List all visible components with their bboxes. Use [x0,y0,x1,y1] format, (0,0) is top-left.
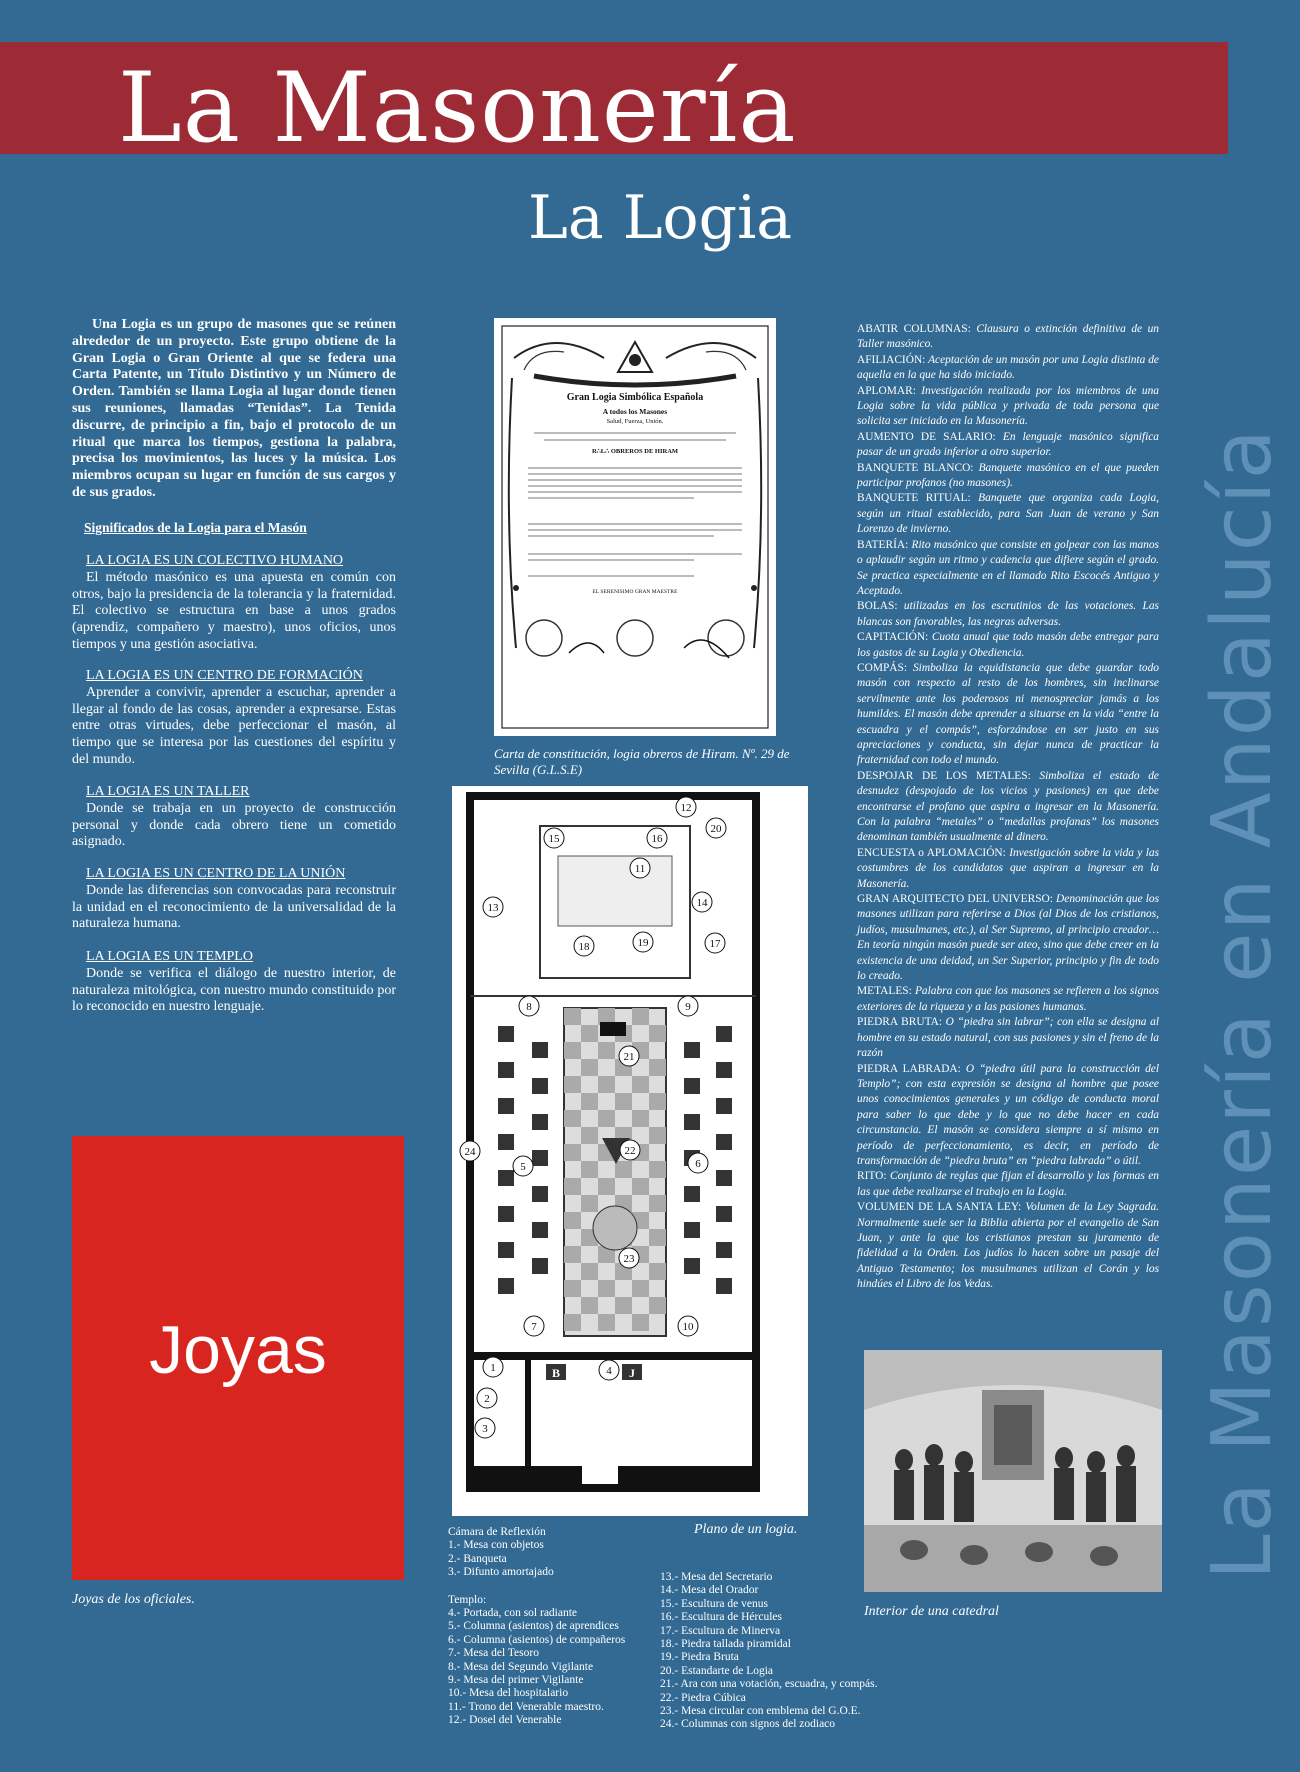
page-title: La Masonería [118,52,797,164]
section-union [72,866,396,933]
glossary-term: BANQUETE BLANCO: [857,461,974,474]
svg-text:19: 19 [637,937,649,949]
charter-illustration [494,318,776,736]
camara-title: Cámara de Reflexión [448,1526,546,1538]
legend-item: 23.- Mesa circular con emblema del G.O.E. [660,1705,861,1718]
glossary-def: Conjunto de reglas que fijan el desarrollo y las formas en las que debe realizarse el trabajo en la Logia. [857,1170,1159,1198]
glossary-def: Volumen de la Ley Sagrada. Normalmente suele ser la Biblia abierta por el evangelio de San Juan, y ante la que los cristianos prestan su juramento de fidelidad a la Orden. Los judíos lo hacen sobre un pasaje del Antiguo Testamento; los musulmanes utilizan el Corán y los hindúes el Libro de los Vedas. [857,1201,1159,1291]
svg-text:14: 14 [696,897,708,909]
svg-text:18: 18 [578,941,590,953]
legend-item: 17.- Escultura de Minerva [660,1624,781,1637]
glossary-term: AFILIACIÓN: [857,353,926,366]
legend-item: 5.- Columna (asientos) de aprendices [448,1620,619,1633]
glossary-entry [857,769,1159,846]
glossary-entry [857,892,1159,984]
svg-text:13: 13 [487,902,499,914]
glossary-entry [857,1062,1159,1170]
svg-text:17: 17 [709,938,721,950]
glossary-entry [857,630,1159,661]
legend-item: 14.- Mesa del Orador [660,1584,759,1597]
legend-item: 3.- Difunto amortajado [448,1566,554,1579]
glossary-def: Clausura o extinción definitiva de un Taller masónico. [857,323,1159,351]
charter-caption: Carta de constitución, logia obreros de Hiram. Nº. 29 de Sevilla (G.L.S.E) [494,746,790,777]
svg-text:4: 4 [606,1365,612,1377]
legend-item: 8.- Mesa del Segundo Vigilante [448,1660,594,1673]
glossary-def: Simboliza la equidistancia que debe guardar todo masón con respecto al resto de los hombres, sin inclinarse servilmente ante los poderosos ni menospreciar jamás a los humildes. El masón debe aprender a situarse en la vida “entre la escuadra y el compás”, esforzándose en ser justo en sus apreciaciones y conducta, sin dejar nunca de practicar la fraternidad con todo el mundo. [857,661,1160,767]
significados-heading: Significados de la Logia para el Masón [84,520,307,535]
svg-text:20: 20 [710,823,722,835]
glossary-def: Simboliza el estado de desnudez (despojado de los vicios y pasiones) en que debe encontrarse el profano que aspira a ingresar en la Masonería. Con la palabra “metales” o “medallas profanas” los masones denominan también usualmente al dinero. [857,769,1159,844]
glossary-term: BOLAS: [857,600,898,613]
svg-text:1: 1 [490,1362,496,1374]
legend-item: 18.- Piedra tallada piramidal [660,1638,791,1651]
svg-text:5: 5 [520,1161,526,1173]
legend-item: 7.- Mesa del Tesoro [448,1647,539,1660]
svg-text:6: 6 [695,1158,701,1170]
section-colectivo [72,553,396,654]
svg-text:3: 3 [482,1423,488,1435]
charter-salute: A todos los Masones [602,407,668,416]
glossary-def: Banquete masónico en el que pueden participar profanos (no masones). [857,461,1159,490]
section-heading: LA LOGIA ES UN TEMPLO [86,949,253,964]
plan-caption: Plano de un logia. [694,1522,798,1537]
section-templo [72,949,396,1016]
plan-legend-right [660,1571,877,1732]
charter-lodge: R∴L∴ OBREROS DE HIRAM [591,448,679,455]
glossary-entry [857,1169,1159,1200]
legend-item: 12.- Dosel del Venerable [448,1714,562,1727]
plan-legend-left [448,1526,625,1728]
svg-text:12: 12 [680,802,692,814]
section-taller [72,784,396,851]
legend-item: 16.- Escultura de Hércules [660,1611,782,1624]
glossary-term: APLOMAR: [857,384,916,397]
svg-text:21: 21 [623,1051,635,1063]
svg-text:22: 22 [624,1145,636,1157]
glossary-def: En lenguaje masónico significa pasar de un grado inferior a otro superior. [857,430,1160,459]
glossary-def: Cuota anual que todo masón debe entregar para los gastos de su Logia y Obediencia. [857,631,1159,659]
glossary-term: PIEDRA BRUTA: [857,1016,943,1029]
legend-item: 24.- Columnas con signos del zodiaco [660,1718,836,1731]
joyas-label: Joyas [149,1312,327,1388]
cathedral-interior-photo [864,1350,1162,1592]
glossary-term: ENCUESTA o APLOMACIÓN: [857,846,1006,859]
glossary-entry [857,984,1159,1015]
glossary-entry [857,599,1159,630]
svg-text:16: 16 [651,833,663,845]
glossary-term: AUMENTO DE SALARIO: [857,430,996,443]
glossary-term: GRAN ARQUITECTO DEL UNIVERSO: [857,893,1053,906]
glossary-entry [857,491,1159,537]
templo-title: Templo: [448,1593,487,1606]
column-b-label: B [551,1366,561,1380]
legend-item: 22.- Piedra Cúbica [660,1691,746,1704]
section-heading: LA LOGIA ES UN CENTRO DE FORMACIÓN [86,668,363,683]
section-heading: LA LOGIA ES UN COLECTIVO HUMANO [86,553,344,568]
legend-item: 6.- Columna (asientos) de compañeros [448,1633,626,1646]
section-body: Donde se verifica el diálogo de nuestro interior, de naturaleza mitológica, con nuestro mundo constituido por lo reconocido en nuestro lenguaje. [72,965,396,1015]
legend-item: 2.- Banqueta [448,1552,507,1565]
charter-document-image [494,318,776,736]
glossary-term: RITO: [857,1170,887,1183]
glossary-def: Banquete que organiza cada Logia, según un ritual establecido, para San Juan de verano y San Lorenzo de invierno. [857,492,1159,536]
glossary [857,322,1159,1293]
glossary-entry [857,1015,1159,1061]
legend-item: 11.- Trono del Venerable maestro. [448,1700,604,1713]
joyas-caption: Joyas de los oficiales. [72,1592,195,1607]
svg-text:7: 7 [531,1321,537,1333]
glossary-entry [857,322,1159,353]
legend-item: 13.- Mesa del Secretario [660,1571,773,1583]
svg-text:2: 2 [484,1393,490,1405]
glossary-entry [857,846,1159,892]
vertical-title: La Masonería en Andalucía [1195,427,1290,1580]
svg-text:11: 11 [634,863,646,875]
glossary-term: METALES: [857,985,912,998]
glossary-def: utilizadas en los escrutinios de las votaciones. Las blancas son favorables, las negras adversas. [857,600,1159,628]
glossary-def: Aceptación de un masón por una Logia distinta de aquella en la que ha sido iniciado. [857,353,1159,382]
photo-illustration [864,1350,1162,1592]
glossary-def: O “piedra útil para la construcción del Templo”; con esta expresión se designa al hombre que posee unos conocimientos generales y un código de conducta moral para saber lo que debe y lo que no debe hacer en cada circunstancia. El masón se considera siempre a sí mismo en período de perfeccionamiento, es decir, en período de transformación de “piedra bruta” en “piedra labrada” o útil. [857,1062,1159,1167]
glossary-term: BATERÍA: [857,538,909,551]
photo-caption: Interior de una catedral [864,1604,999,1619]
section-heading: LA LOGIA ES UN CENTRO DE LA UNIÓN [86,866,346,881]
section-body: Donde las diferencias son convocadas para reconstruir la unidad en el reconocimiento de la universalidad de la naturaleza humana. [72,882,396,932]
intro-paragraph: Una Logia es un grupo de masones que se reúnen alrededor de un proyecto. Este grupo obtiene de la Gran Logia o Gran Oriente al que se federa una Carta Patente, un Título Distintivo y un Número de Orden. También se llama Logia al lugar donde tienen sus reuniones, llamadas “Tenidas”. La Tenida discurre, de principio a fin, bajo el protocolo de un ritual que marca los tiempos, gestiona la palabra, precisa los movimientos, las luces y la música. Los miembros ocupan su lugar en función de sus cargos y de sus grados. [72,317,396,500]
svg-text:9: 9 [685,1001,691,1013]
glossary-entry [857,384,1159,430]
glossary-entry [857,461,1159,492]
section-body: El método masónico es una apuesta en común con otros, bajo la presidencia de la tolerancia y la fraternidad. El colectivo se estructura en base a unos grados (aprendiz, compañero y maestro), unos oficios, unos tiempos y una gestión asociativa. [72,569,396,652]
legend-item: 15.- Escultura de venus [660,1597,768,1610]
glossary-term: COMPÁS: [857,661,908,674]
glossary-term: VOLUMEN DE LA SANTA LEY: [857,1201,1022,1214]
glossary-term: CAPITACIÓN: [857,631,929,644]
legend-item: 1.- Mesa con objetos [448,1539,544,1552]
section-body: Aprender a convivir, aprender a escuchar, aprender a llegar al fondo de las cosas, aprender a expresarse. Estas entre otras virtudes, debe perfeccionar el masón, al tiempo que se interesa por las cuestiones del espíritu y del mundo. [72,684,396,767]
legend-item: 10.- Mesa del hospitalario [448,1687,569,1700]
glossary-term: PIEDRA LABRADA: [857,1062,961,1075]
svg-text:15: 15 [548,833,560,845]
glossary-entry [857,1200,1159,1292]
glossary-entry [857,538,1159,600]
glossary-def: Denominación que los masones utilizan para referirse a Dios (al Dios de los cristianos, judíos, musulmanes, etc.), al Ser Supremo, al principio creador… En teoría ningún masón puede ser ateo, sino que debe creer en la existencia de una deidad, un Ser Superior, principio y fin de todo lo creado. [857,893,1159,983]
charter-name: Gran Logia Simbólica Española [566,392,704,403]
glossary-def: O “piedra sin labrar”; con ella se designa al hombre en su estado natural, con sus pasiones y sin el freno de la razón [857,1016,1159,1060]
joyas-panel [72,1136,404,1580]
floor-plan-illustration [452,786,808,1516]
glossary-def: Palabra con que los masones se refieren a los signos exteriores de la riqueza y a las pasiones humanas. [857,985,1159,1013]
glossary-entry [857,353,1159,384]
glossary-entry [857,430,1159,461]
legend-item: 20.- Estandarte de Logia [660,1664,774,1677]
section-formacion [72,668,396,769]
legend-item: 9.- Mesa del primer Vigilante [448,1674,584,1687]
lodge-floor-plan [452,786,808,1516]
charter-motto: Salud, Fuerza, Unión. [606,418,664,425]
section-heading: LA LOGIA ES UN TALLER [86,784,250,799]
glossary-term: DESPOJAR DE LOS METALES: [857,769,1031,782]
glossary-def: Investigación realizada por los miembros de una Logia sobre la vida pública y privada de toda persona que solicita ser iniciado en la Masonería. [857,384,1159,428]
intro-text [72,317,396,502]
glossary-term: BANQUETE RITUAL: [857,492,971,505]
svg-text:23: 23 [623,1253,635,1265]
charter-signer: EL SERENISIMO GRAN MAESTRE [592,589,678,595]
glossary-term: ABATIR COLUMNAS: [857,323,971,335]
page-subtitle: La Logia [528,183,793,253]
glossary-def: Investigación sobre la vida y las costumbres de los candidatos que aspiran a ingresar en la Masonería. [857,846,1160,890]
legend-item: 4.- Portada, con sol radiante [448,1607,578,1620]
glossary-entry [857,661,1159,769]
svg-text:10: 10 [682,1321,694,1333]
glossary-def: Rito masónico que consiste en golpear con las manos o aplaudir según un ritmo y cadencia que difiere según el grado. Se practica especialmente en el llamado Rito Escocés Antiguo y Aceptado. [857,538,1159,597]
svg-text:8: 8 [526,1001,532,1013]
column-j-label: J [629,1366,635,1380]
section-body: Donde se trabaja en un proyecto de construcción personal y donde cada obrero tiene un cometido asignado. [72,800,396,850]
legend-item: 19.- Piedra Bruta [660,1651,739,1664]
legend-item: 21.- Ara con una votación, escuadra, y compás. [660,1678,878,1691]
svg-text:24: 24 [464,1146,476,1158]
checkered-floor [564,1008,666,1336]
